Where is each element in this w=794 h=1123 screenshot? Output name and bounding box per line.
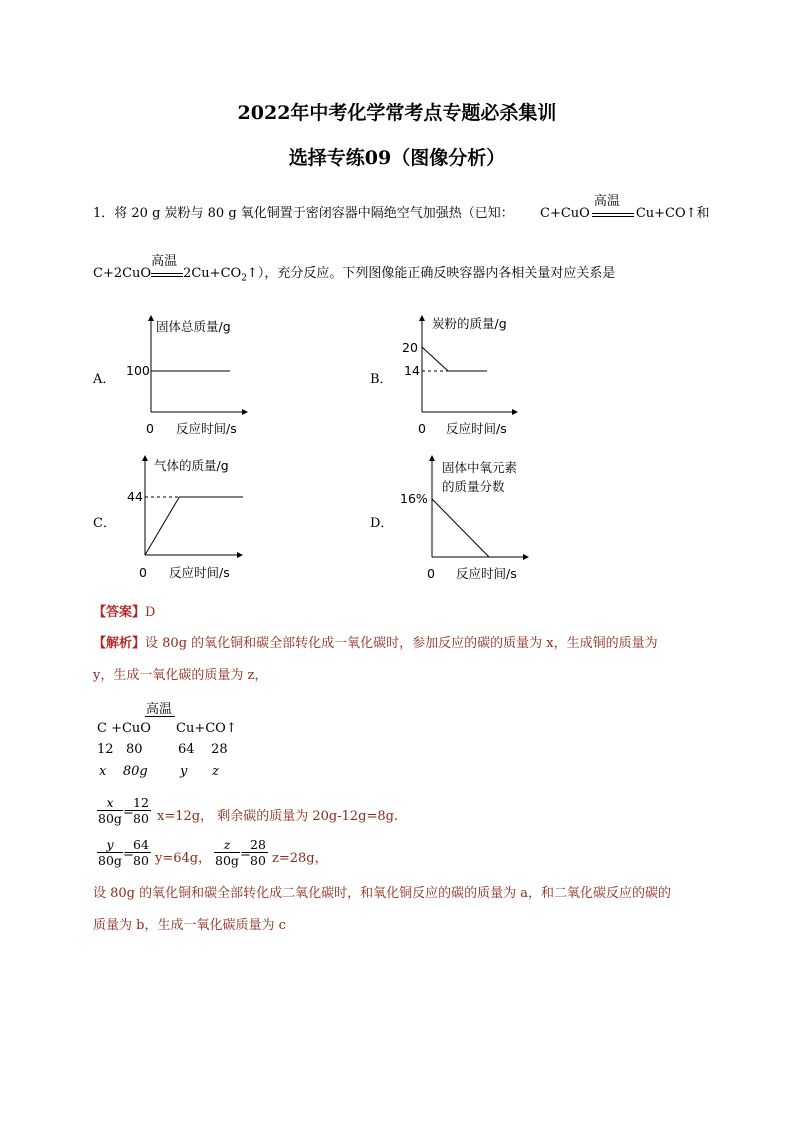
y-tick-16pct: 16%: [400, 491, 428, 506]
fraction-64-80: $\frac{64}{80}$: [131, 837, 151, 869]
eq2-condition: 高温: [151, 254, 178, 269]
eq2-tail: ↑），充分反应。下列图像能正确反映容器内各相关量对应关系是: [246, 266, 616, 281]
option-b-label: B．: [370, 372, 393, 387]
series-line-b: [422, 347, 487, 371]
option-d-label: D．: [370, 516, 394, 531]
calc-row-2a: x 80g: [99, 764, 148, 779]
option-a-label: A．: [93, 372, 116, 387]
eq1-condition: 高温: [593, 194, 620, 209]
answer-value: D: [145, 605, 156, 620]
analysis-label: 【解析】: [93, 636, 146, 651]
option-c-label: C．: [93, 516, 116, 531]
origin-label: 0: [427, 566, 435, 581]
x-axis-label: 反应时间/s: [169, 565, 230, 580]
x-axis-label: 反应时间/s: [446, 421, 507, 436]
question-text: 1．将 20 g 炭粉与 80 g 氧化铜置于密闭容器中隔绝空气加强热（已知：: [93, 206, 514, 221]
analysis-line-1: [93, 632, 658, 651]
y-axis-label: 气体的质量/g: [154, 458, 229, 473]
answer-label: 【答案】: [93, 605, 146, 620]
chart-a: [120, 312, 260, 436]
equation-1: [540, 194, 710, 221]
eq-sign-2: =: [123, 847, 134, 862]
y-tick-44: 44: [127, 489, 143, 504]
series-line-c: [145, 497, 243, 555]
page-subtitle: 选择专练09（图像分析）: [288, 147, 506, 169]
result-z: z=28g，: [272, 851, 328, 866]
analysis-text-1: 设 80g 的氧化铜和碳全部转化成一氧化碳时，参加反应的碳的质量为 x，生成铜的质量为: [145, 636, 658, 651]
eq1-right: Cu+CO↑和: [635, 206, 710, 221]
fraction-z: $\frac{z}{80g}$: [215, 837, 239, 868]
page-title: 2022年中考化学常考点专题必杀集训: [237, 102, 557, 124]
analysis-line-4: 质量为 b，生成一氧化碳质量为 c: [93, 918, 286, 933]
x-axis-label: 反应时间/s: [176, 421, 237, 436]
calc-row-2b: y z: [180, 764, 219, 779]
y-tick-14: 14: [404, 363, 420, 378]
x-axis-label: 反应时间/s: [456, 566, 517, 581]
y-axis-label-line1: 固体中氧元素: [442, 460, 518, 475]
series-line-d: [432, 499, 489, 557]
result-x: x=12g， 剩余碳的质量为 20g-12g=8g.: [157, 809, 399, 824]
y-axis-label-line2: 的质量分数: [442, 479, 505, 494]
fraction-x: $\frac{x}{80g}$: [98, 795, 122, 826]
calc-row-1a: 12 80: [97, 742, 143, 757]
calc-eq-left: C +CuO: [97, 721, 151, 736]
chart-b: [392, 312, 532, 436]
chart-c: [118, 452, 258, 582]
eq2-subscript: 2: [241, 273, 247, 284]
answer-line: [93, 601, 155, 620]
calc-eq-bar: [145, 716, 175, 717]
chart-d: [394, 452, 544, 582]
origin-label: 0: [418, 421, 426, 436]
eq-sign-3: =: [240, 847, 251, 862]
calc-eq-condition: 高温: [146, 702, 173, 717]
origin-label: 0: [146, 421, 154, 436]
equation-2: [93, 254, 616, 284]
fraction-28-80: $\frac{28}{80}$: [248, 837, 268, 869]
calc-row-1b: 64 28: [178, 742, 228, 757]
analysis-line-2: y，生成一氧化碳的质量为 z，: [93, 668, 268, 683]
eq2-right: 2Cu+CO: [183, 266, 242, 281]
eq-sign-1: =: [123, 805, 134, 820]
origin-label: 0: [139, 565, 147, 580]
calc-eq-right: Cu+CO↑: [176, 721, 237, 736]
analysis-line-3: 设 80g 的氧化铜和碳全部转化成二氧化碳时，和氧化铜反应的碳的质量为 a，和二氧化碳反应的碳的: [93, 886, 672, 901]
y-tick-100: 100: [126, 363, 150, 378]
eq2-left: C+2CuO: [93, 266, 152, 281]
y-axis-label: 固体总质量/g: [156, 319, 231, 334]
y-tick-20: 20: [402, 340, 418, 355]
fraction-12-80: $\frac{12}{80}$: [131, 795, 151, 827]
y-axis-label: 炭粉的质量/g: [432, 316, 507, 331]
fraction-y: $\frac{y}{80g}$: [98, 837, 122, 868]
result-y: y=64g，: [155, 851, 212, 866]
eq1-left: C+CuO: [540, 206, 590, 221]
